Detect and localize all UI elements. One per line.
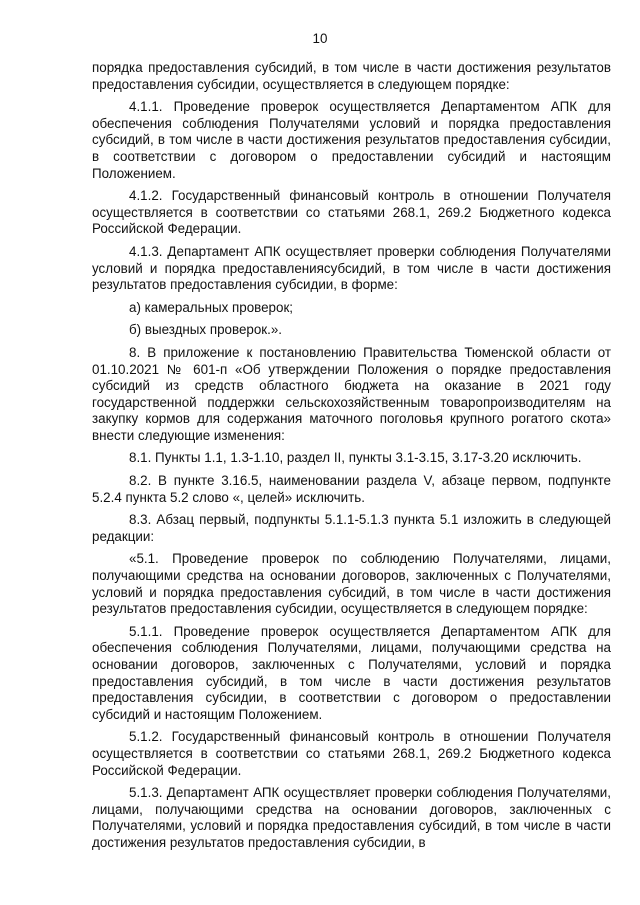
list-item-b: б) выездных проверок.». — [129, 322, 283, 338]
paragraph-8: 8. В приложение к постановлению Правительства Тюменской области от 01.10.2021 № 601-п «Об утверждении Положения о порядке предоставления субсидий из средств областного бюджета на оказание в 2021 году государственной поддержки сельскохозяйственным товаропроизводителям на закупку кормов для содержания маточного поголовья крупного рогатого скота» внести следующие изменения: — [92, 344, 611, 443]
page-number: 10 — [312, 31, 328, 46]
paragraph-intro-continuation: порядка предоставления субсидий, в том числе в части достижения результатов предоставления субсидии, осуществляется в следующем порядке: — [92, 60, 611, 92]
paragraph-5-1-2: 5.1.2. Государственный финансовый контроль в отношении Получателя осуществляется в соответствии со статьями 268.1, 269.2 Бюджетного кодекса Российской Федерации. — [92, 729, 611, 778]
paragraph-8-1: 8.1. Пункты 1.1, 1.3-1.10, раздел II, пункты 3.1-3.15, 3.17-3.20 исключить. — [129, 450, 582, 466]
paragraph-5-1-1: 5.1.1. Проведение проверок осуществляется Департаментом АПК для обеспечения соблюдения Получателями, лицами, получающими средства на основании договоров, заключенных с Получателями, условий и порядка предоставления субсидий, в том числе в части достижения результатов предоставления субсидии, в соответствии с договором о предоставлении субсидий и настоящим Положением. — [92, 623, 611, 722]
paragraph-8-2: 8.2. В пункте 3.16.5, наименовании раздела V, абзаце первом, подпункте 5.2.4 пункта 5.2 слово «, целей» исключить. — [92, 473, 611, 505]
document-body — [92, 60, 611, 858]
paragraph-4-1-1: 4.1.1. Проведение проверок осуществляется Департаментом АПК для обеспечения соблюдения Получателями условий и порядка предоставления субсидий, в том числе в части достижения результатов предоставления субсидии, в соответствии с договором о предоставлении субсидий и настоящим Положением. — [92, 99, 611, 181]
list-item-a: а) камеральных проверок; — [129, 299, 294, 315]
paragraph-5-1-3: 5.1.3. Департамент АПК осуществляет проверки соблюдения Получателями, лицами, получающими средства на основании договоров, заключенных с Получателями, условий и порядка предоставления субсидий, в том числе в части достижения результатов предоставления субсидии, в — [92, 785, 611, 850]
paragraph-5-1: «5.1. Проведение проверок по соблюдению Получателями, лицами, получающими средства на основании договоров, заключенных с Получателями, условий и порядка предоставления субсидий, в том числе в части достижения результатов предоставления субсидии, осуществляется в следующем порядке: — [92, 551, 611, 617]
paragraph-4-1-3: 4.1.3. Департамент АПК осуществляет проверки соблюдения Получателями условий и порядка предоставлениясубсидий, в том числе в части достижения результатов предоставления субсидии, в форме: — [92, 243, 611, 293]
paragraph-4-1-2: 4.1.2. Государственный финансовый контроль в отношении Получателя осуществляется в соответствии со статьями 268.1, 269.2 Бюджетного кодекса Российской Федерации. — [92, 188, 611, 237]
paragraph-8-3: 8.3. Абзац первый, подпункты 5.1.1-5.1.3 пункта 5.1 изложить в следующей редакции: — [92, 512, 611, 544]
